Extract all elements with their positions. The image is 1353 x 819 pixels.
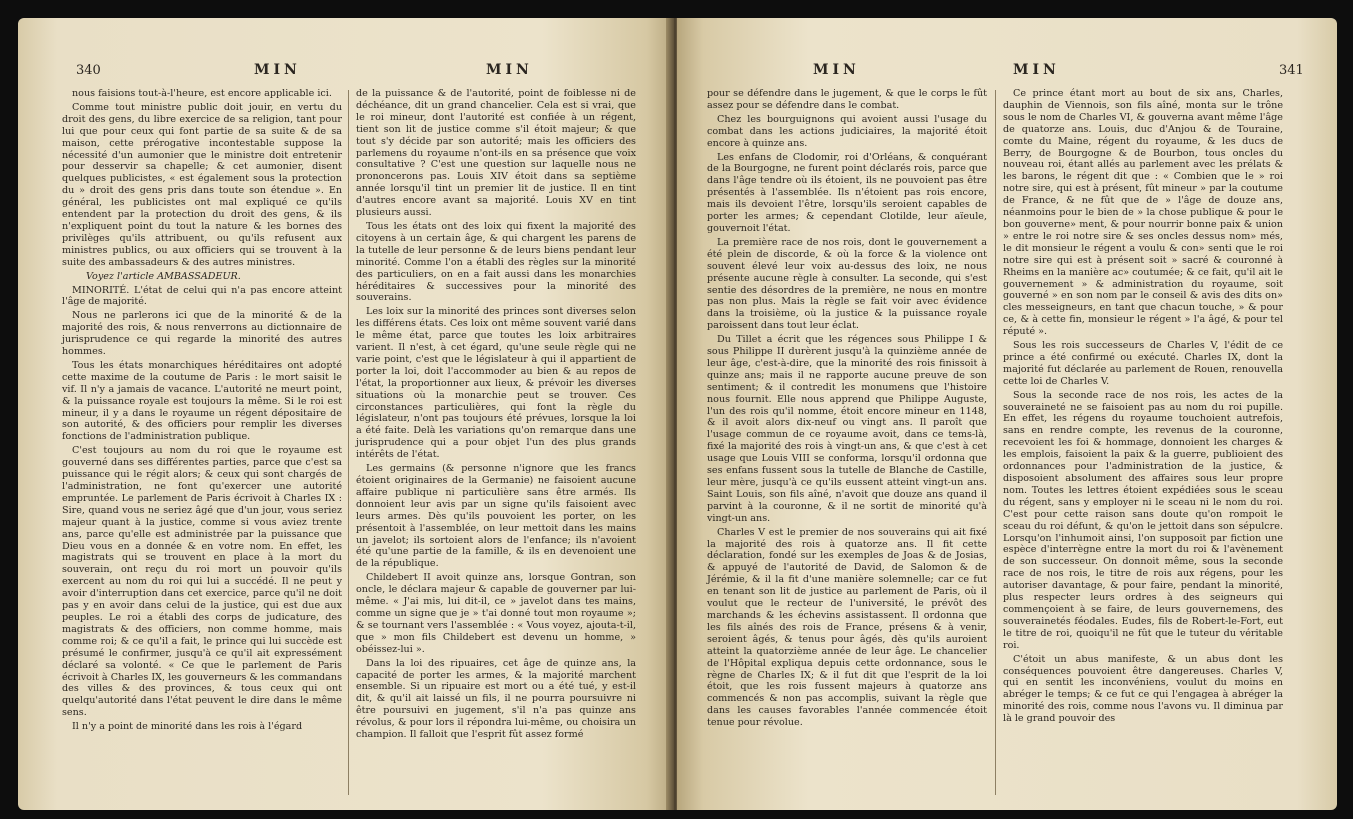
paragraph: Les enfans de Clodomir, roi d'Orléans, & conquérant de la Bourgogne, ne furent point déclarés rois, parce que dans l'âge tendre où ils étoient, ils ne pouvoient pas être présentés à l'assemblée. Ils n'étoient pas rois encore, mais ils devoient l'être, lorsqu'ils seroient capables de porter les armes; & cependant Clotilde, leur aïeule, gouvernoit l'état. bbox=[707, 151, 987, 234]
paragraph: Sous les rois successeurs de Charles V, l'édit de ce prince a été confirmé ou exécuté. Charles IX, dont la majorité fut déclarée au parlement de Rouen, renouvella cette loi de Charles V. bbox=[1003, 340, 1283, 387]
paragraph: de la puissance & de l'autorité, point de foiblesse ni de déchéance, dit un grand chancelier. Cela est si vrai, que le roi mineur, dont l'autorité est confiée à un régent, tient son lit de justice comme s'il étoit majeur; & que tout s'y décide par son autorité; mais les officiers des parlemens du royaume n'ont-ils en sa présence que voix consultative ? C'est une question sur laquelle nous ne prononcerons pas. Louis XIV étoit dans sa septième année lorsqu'il tint un premier lit de justice. Il en tint d'autres encore avant sa majorité. Louis XV en tint plusieurs aussi. bbox=[356, 88, 636, 219]
running-head-left-a: MIN bbox=[254, 62, 301, 78]
paragraph: Tous les états ont des loix qui fixent la majorité des citoyens à un certain âge, & qui chargent les parens de la tutelle de leur personne & de leurs biens pendant leur minorité. Comme l'on a établi des règles sur la minorité des particuliers, on en a fait aussi dans les monarchies héréditaires & successives pour la minorité des souverains. bbox=[356, 220, 636, 304]
running-head-right-a: MIN bbox=[813, 62, 860, 78]
paragraph: Les germains (& personne n'ignore que les francs étoient originaires de la Germanie) ne faisoient aucune affaire publique ni particulière sans être armés. Ils donnoient leur avis par un signe qu'ils faisoient avec leurs armes. Dès qu'ils pouvoient les porter, on les présentoit à l'assemblée, on leur mettoit dans les mains un javelot; ils sortoient alors de l'enfance; ils n'avoient été qu'une partie de la famille, & ils en devenoient une de la république. bbox=[356, 463, 636, 570]
paragraph: Nous ne parlerons ici que de la minorité & de la majorité des rois, & nous renverrons au dictionnaire de jurisprudence ce qui regarde la minorité des autres hommes. bbox=[62, 310, 342, 358]
left-column-2 bbox=[356, 88, 636, 743]
paragraph: Dans la loi des ripuaires, cet âge de quinze ans, la capacité de porter les armes, & la majorité marchent ensemble. Si un ripuaire est mort ou a été tué, y est-il dit, & qu'il ait laissé un fils, il ne pourra poursuivre ni être poursuivi en jugement, s'il n'a pas quinze ans révolus, & pour lors il répondra lui-même, ou choisira un champion. Il falloit que l'esprit fût assez formé bbox=[356, 657, 636, 741]
paragraph: Ce prince étant mort au bout de six ans, Charles, dauphin de Viennois, son fils aîné, monta sur le trône sous le nom de Charles VI, & gouverna avant même l'âge de quatorze ans. Louis, duc d'Anjou & de Touraine, comte du Maine, régent du royaume, & les ducs de Berry, de Bourgogne & de Bourbon, tous oncles du nouveau roi, étant allés au parlement avec les prélats & les barons, le régent dit que : « Combien que le » roi notre sire, qui est à présent, fût mineur » par la coutume de France, & ne fût que de » l'âge de douze ans, néanmoins pour le bien de » la chose publique & pour le bon gouverne» ment, & pour nourrir bonne paix & union » entre le roi notre sire & ses oncles dessus nom» més, le dit monsieur le régent a voulu & con» senti que le roi notre sire qui est à présent soit » sacré & couronné à Rheims en la manière ac» coutumée; & ce fait, qu'il ait le gouvernement » & administration du royaume, soit gouverné » en son nom par le conseil & avis des dits on» cles messeigneurs, en tant que chacun touche, » & pour ce, & à cette fin, monsieur le régent » l'a âgé, & pour tel réputé ». bbox=[1003, 88, 1283, 338]
paragraph: Charles V est le premier de nos souverains qui ait fixé la majorité des rois à quatorze ans. Il fit cette déclaration, fondé sur les exemples de Joas & de Josias, & appuyé de l'autorité de David, de Salomon & de Jérémie, & il la fit d'une manière solemnelle; car ce fut en tenant son lit de justice au parlement de Paris, où il voulut que le recteur de l'université, le prévôt des marchands & les échevins assistassent. Il ordonna que les fils aînés des rois de France, présens & à venir, seroient âgés, & tenus pour âgés, dès qu'ils auroient atteint la quatorzième année de leur âge. Le chancelier de l'Hôpital expliqua depuis cette ordonnance, sous le règne de Charles IX; & il fut dit que l'esprit de la loi étoit, que les rois fussent majeurs à quatorze ans commencés & non pas accomplis, suivant la règle que dans les causes favorables l'année commencée étoit tenue pour révolue. bbox=[707, 526, 987, 729]
paragraph: Voyez l'article AMBASSADEUR. bbox=[86, 270, 241, 282]
paragraph: Tous les états monarchiques héréditaires ont adopté cette maxime de la coutume de Paris : le mort saisit le vif. Il n'y a jamais de vacance. L'autorité ne meurt point, & la puissance royale est toujours la même. Si le roi est mineur, il y a dans le royaume un régent dépositaire de son autorité, & des officiers pour remplir les diverses fonctions de l'administration publique. bbox=[62, 359, 342, 443]
paragraph: Il n'y a point de minorité dans les rois à l'égard bbox=[72, 721, 303, 733]
right-column-2 bbox=[1003, 88, 1283, 727]
paragraph: Les loix sur la minorité des princes sont diverses selon les différens états. Ces loix ont même souvent varié dans le même état, parce que toutes les loix arbitraires varient. Il n'est, à cet égard, qu'une seule règle qui ne varie point, c'est que le législateur à qui il appartient de porter la loi, doit l'accommoder au bien & au repos de l'état, la proportionner aux lieux, & prévoir les diverses situations où la monarchie peut se trouver. Ces circonstances particulières, qui font la règle du législateur, n'ont pas toujours été prévues, lorsque la loi a été faite. Delà les variations qu'on remarque dans une jurisprudence qui a pour objet l'un des plus grands intérêts de l'état. bbox=[356, 306, 636, 461]
running-head-left-b: MIN bbox=[486, 62, 533, 78]
paragraph: C'est toujours au nom du roi que le royaume est gouverné dans ses différentes parties, parce que c'est sa puissance qui le régit alors; & ceux qui sont chargés de l'administration, ne font qu'exercer une autorité empruntée. Le parlement de Paris écrivoit à Charles IX : Sire, quand vous ne seriez âgé que d'un jour, vous seriez majeur quant à la justice, comme si vous aviez trente ans, parce qu'elle est administrée par la puissance que Dieu vous en a donnée & en votre nom. En effet, les magistrats qui se trouvent en place à la mort du souverain, ont reçu du roi mort un pouvoir qu'ils exercent au nom du roi qui lui a succédé. Il ne peut y avoir d'interruption dans cet exercice, parce qu'il ne doit pas y en avoir dans celui de la justice, qui est due aux peuples. Le roi a établi des corps de judicature, des magistrats & des officiers, non comme homme, mais comme roi; & ce qu'il a fait, le prince qui lui succède est présumé le confirmer, jusqu'à ce qu'il ait expressément déclaré sa volonté. « Ce que le parlement de Paris écrivoit à Charles IX, les gouverneurs & les commandans des villes & des provinces, & tous ceux qui ont quelqu'autorité dans l'état peuvent le dire dans le même sens. bbox=[62, 445, 342, 719]
paragraph: Du Tillet a écrit que les régences sous Philippe I & sous Philippe II durèrent jusqu'à la quinzième année de leur âge, c'est-à-dire, que la minorité des rois finissoit à quinze ans; mais il ne rapporte aucune preuve de son sentiment; & il contredit les monumens que l'histoire nous fournit. Elle nous apprend que Philippe Auguste, l'un des rois qu'il nomme, étoit encore mineur en 1148, & il avoit alors dix-neuf ou vingt ans. Il paroît que l'usage commun de ce royaume avoit, dans ce tems-là, fixé la majorité des rois à vingt-un ans, & que c'est à cet usage que Louis VIII se conforma, lorsqu'il ordonna que ses enfans fussent sous la tutelle de Blanche de Castille, leur mère, jusqu'à ce qu'ils eussent atteint vingt-un ans. Saint Louis, son fils aîné, n'avoit que douze ans quand il parvint à la couronne, & il ne sortit de minorité qu'à vingt-un ans. bbox=[707, 334, 987, 524]
paragraph: nous faisions tout-à-l'heure, est encore applicable ici. bbox=[72, 88, 332, 99]
column-rule-right bbox=[995, 90, 996, 795]
entry-heading: MINORITÉ. L'état de celui qui n'a pas encore atteint l'âge de majorité. bbox=[62, 284, 342, 308]
paragraph: C'étoit un abus manifeste, & un abus dont les conséquences pouvoient être dangereuses. Charles V, qui en sentit les inconvéniens, voulut du moins en abréger le temps; & ce fut ce qui l'engagea à abréger la minorité des rois, comme nous l'avons vu. Il diminua par là le grand pouvoir des bbox=[1003, 653, 1283, 725]
folio-right: 341 bbox=[1279, 63, 1304, 78]
running-head-right-b: MIN bbox=[1013, 62, 1060, 78]
paragraph: Chez les bourguignons qui avoient aussi l'usage du combat dans les actions judiciaires, la majorité étoit encore à quinze ans. bbox=[707, 113, 987, 149]
column-rule-left bbox=[348, 90, 349, 795]
paragraph: pour se défendre dans le jugement, & que le corps le fût assez pour se défendre dans le combat. bbox=[707, 88, 987, 111]
left-column-1 bbox=[62, 88, 342, 735]
paragraph: Sous la seconde race de nos rois, les actes de la souveraineté ne se faisoient pas au nom du roi pupille. En effet, les régens du royaume touchoient autrefois, sans en rendre compte, les revenus de la couronne, recevoient les foi & hommage, donnoient les charges & les emplois, faisoient la paix & la guerre, publioient des ordonnances pour l'administration de la justice, & disposoient absolument des affaires sous leur propre nom. Toutes les lettres étoient expédiées sous le sceau du régent, sans y employer ni le sceau ni le nom du roi. C'est pour cette raison sans doute qu'on rompoit le sceau du roi défunt, & qu'on le jettoit dans son sépulcre. Lorsqu'on l'inhumoit ainsi, l'on supposoit par fiction une espèce d'interrègne entre la mort du roi & l'avènement de son successeur. On donnoit même, sous la seconde race de nos rois, le titre de rois aux régens, pour les autoriser davantage, & pour faire, pendant la minorité, plus respecter leurs ordres à des seigneurs qui commençoient à se faire, de leurs gouvernemens, des souverainetés féodales. Eudes, fils de Robert-le-Fort, eut le titre de roi, quoiqu'il ne fût que le tuteur du véritable roi. bbox=[1003, 389, 1283, 651]
left-page bbox=[18, 18, 673, 810]
right-page bbox=[677, 18, 1337, 810]
paragraph: La première race de nos rois, dont le gouvernement a été plein de discorde, & où la force & la violence ont souvent élevé leur voix au-dessus des loix, ne nous présente aucune règle à consulter. La seconde, qui s'est sentie des désordres de la première, ne nous en montre pas non plus. Mais la règle se fait voir avec évidence dans la troisième, où la justice & la puissance royale paroissent dans tout leur éclat. bbox=[707, 236, 987, 332]
paragraph: Comme tout ministre public doit jouir, en vertu du droit des gens, du libre exercice de sa religion, tant pour lui que pour ceux qui font partie de sa suite & de sa maison, cette prérogative incontestable suppose la nécessité d'un aumonier que le ministre doit entretenir pour desservir sa chapelle; & cet aumonier, disent quelques publicistes, « est également sous la protection du » droit des gens pris dans toute son étendue ». En général, les publicistes ont mal expliqué ce qu'ils entendent par la protection du droit des gens, & ils n'expliquent point du tout la nature & les bornes des privilèges qu'ils attribuent, ou qu'ils refusent aux ministres publics, ou aux officiers qui se trouvent à la suite des ambassadeurs & des autres ministres. bbox=[62, 101, 342, 268]
paragraph: Childebert II avoit quinze ans, lorsque Gontran, son oncle, le déclara majeur & capable de gouverner par lui-même. « J'ai mis, lui dit-il, ce » javelot dans tes mains, comme un signe que je » t'ai donné tout mon royaume »; & se tournant vers l'assemblée : « Vous voyez, ajouta-t-il, que » mon fils Childebert est devenu un homme, » obéissez-lui ». bbox=[356, 572, 636, 655]
right-column-1 bbox=[707, 88, 987, 731]
folio-left: 340 bbox=[76, 63, 101, 78]
